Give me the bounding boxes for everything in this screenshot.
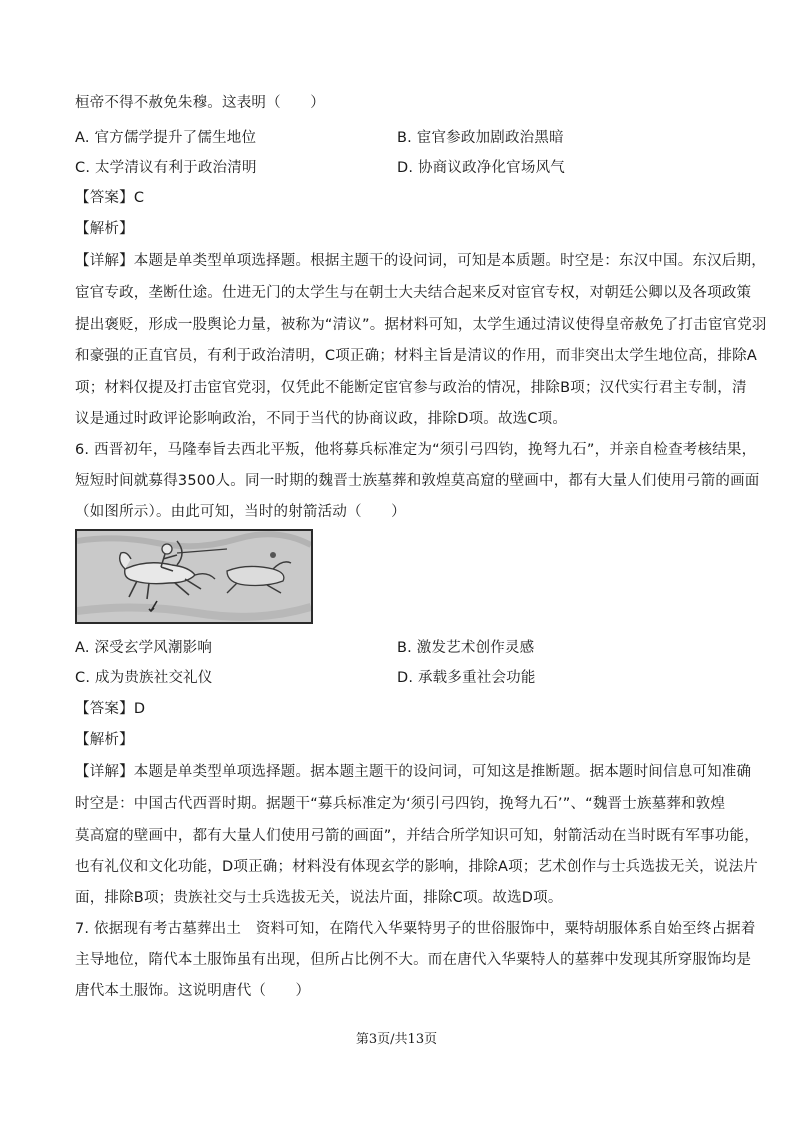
q6-analysis-tag: 【解析】 bbox=[75, 732, 134, 748]
q5-stem-tail: 桓帝不得不赦免朱穆。这表明（ ） bbox=[75, 95, 325, 111]
q6-stem-line: （如图所示）。由此可知，当时的射箭活动（ ） bbox=[75, 504, 406, 520]
q7-stem-line: 唐代本土服饰。这说明唐代（ ） bbox=[75, 983, 311, 999]
answer-value: D bbox=[133, 701, 146, 717]
q5-detail-line: 和豪强的正直官员，有利于政治清明，C项正确；材料主旨是清议的作用，而非突出太学生地位高，排除A bbox=[75, 348, 757, 364]
q6-detail-line: 【详解】本题是单类型单项选择题。据本题主题干的设问词，可知这是推断题。据本题时间信息可知准确 bbox=[75, 764, 752, 780]
q6-option-d: D. 承载多重社会功能 bbox=[397, 670, 536, 686]
q5-detail-line: 宦官专政，垄断仕途。仕进无门的太学生与在朝士大夫结合起来反对宦官专权，对朝廷公卿以及各项政策 bbox=[75, 285, 752, 301]
q6-detail-line: 莫高窟的壁画中，都有大量人们使用弓箭的画面”，并结合所学知识可知，射箭活动在当时既有军事功能， bbox=[75, 828, 759, 844]
q6-detail-line: 面，排除B项；贵族社交与士兵选拔无关，说法片面，排除C项。故选D项。 bbox=[75, 890, 563, 906]
q5-analysis-tag: 【解析】 bbox=[75, 221, 134, 237]
q6-option-b: B. 激发艺术创作灵感 bbox=[397, 640, 535, 656]
q6-stem-line: 短短时间就募得3500人。同一时期的魏晋士族墓葬和敦煌莫高窟的壁画中，都有大量人们使用弓箭的画面 bbox=[75, 473, 760, 489]
q5-option-a: A. 官方儒学提升了儒生地位 bbox=[75, 130, 257, 146]
q6-detail-line: 也有礼仪和文化功能，D项正确；材料没有体现玄学的影响，排除A项；艺术创作与士兵选拔无关，说法片 bbox=[75, 859, 758, 875]
q5-option-b: B. 宦官参政加剧政治黑暗 bbox=[397, 130, 564, 146]
q6-stem-line: 6. 西晋初年，马隆奉旨去西北平叛，他将募兵标准定为“须引弓四钧，挽弩九石”，并亲自检查考核结果， bbox=[75, 442, 757, 458]
q5-detail-line: 议是通过时政评论影响政治，不同于当代的协商议政，排除D项。故选C项。 bbox=[75, 411, 568, 427]
q5-detail-line: 【详解】本题是单类型单项选择题。根据主题干的设问词，可知是本质题。时空是：东汉中国。东汉后期， bbox=[75, 253, 766, 269]
q5-detail-line: 提出褒贬，形成一股舆论力量，被称为“清议”。据材料可知，太学生通过清议使得皇帝赦免了打击宦官党羽 bbox=[75, 317, 767, 333]
q5-option-d: D. 协商议政净化官场风气 bbox=[397, 160, 565, 176]
q7-stem-line: 7. 依据现有考古墓葬出土 资料可知，在隋代入华粟特男子的世俗服饰中，粟特胡服体系自始至终占据着 bbox=[75, 921, 756, 937]
answer-tag: 【答案】 bbox=[75, 190, 134, 206]
horse-archer-drawing bbox=[77, 531, 311, 622]
q6-answer bbox=[75, 699, 145, 719]
answer-value: C bbox=[133, 190, 145, 206]
q5-answer bbox=[75, 188, 144, 208]
q5-option-c: C. 太学清议有利于政治清明 bbox=[75, 160, 257, 176]
q5-detail-line: 项；材料仅提及打击宦官党羽，仅凭此不能断定宦官参与政治的情况，排除B项；汉代实行君主专制，清 bbox=[75, 380, 747, 396]
page-number: 第3页/共13页 bbox=[355, 1032, 438, 1047]
q6-detail-line: 时空是：中国古代西晋时期。据题干“募兵标准定为‘须引弓四钧，挽弩九石’”、“魏晋士族墓葬和敦煌 bbox=[75, 796, 726, 812]
q7-stem-line: 主导地位，隋代本土服饰虽有出现，但所占比例不大。而在唐代入华粟特人的墓葬中发现其所穿服饰均是 bbox=[75, 952, 752, 968]
q6-option-c: C. 成为贵族社交礼仪 bbox=[75, 670, 213, 686]
q6-option-a: A. 深受玄学风潮影响 bbox=[75, 640, 213, 656]
mural-archery-image bbox=[75, 529, 313, 624]
answer-tag: 【答案】 bbox=[75, 701, 134, 717]
